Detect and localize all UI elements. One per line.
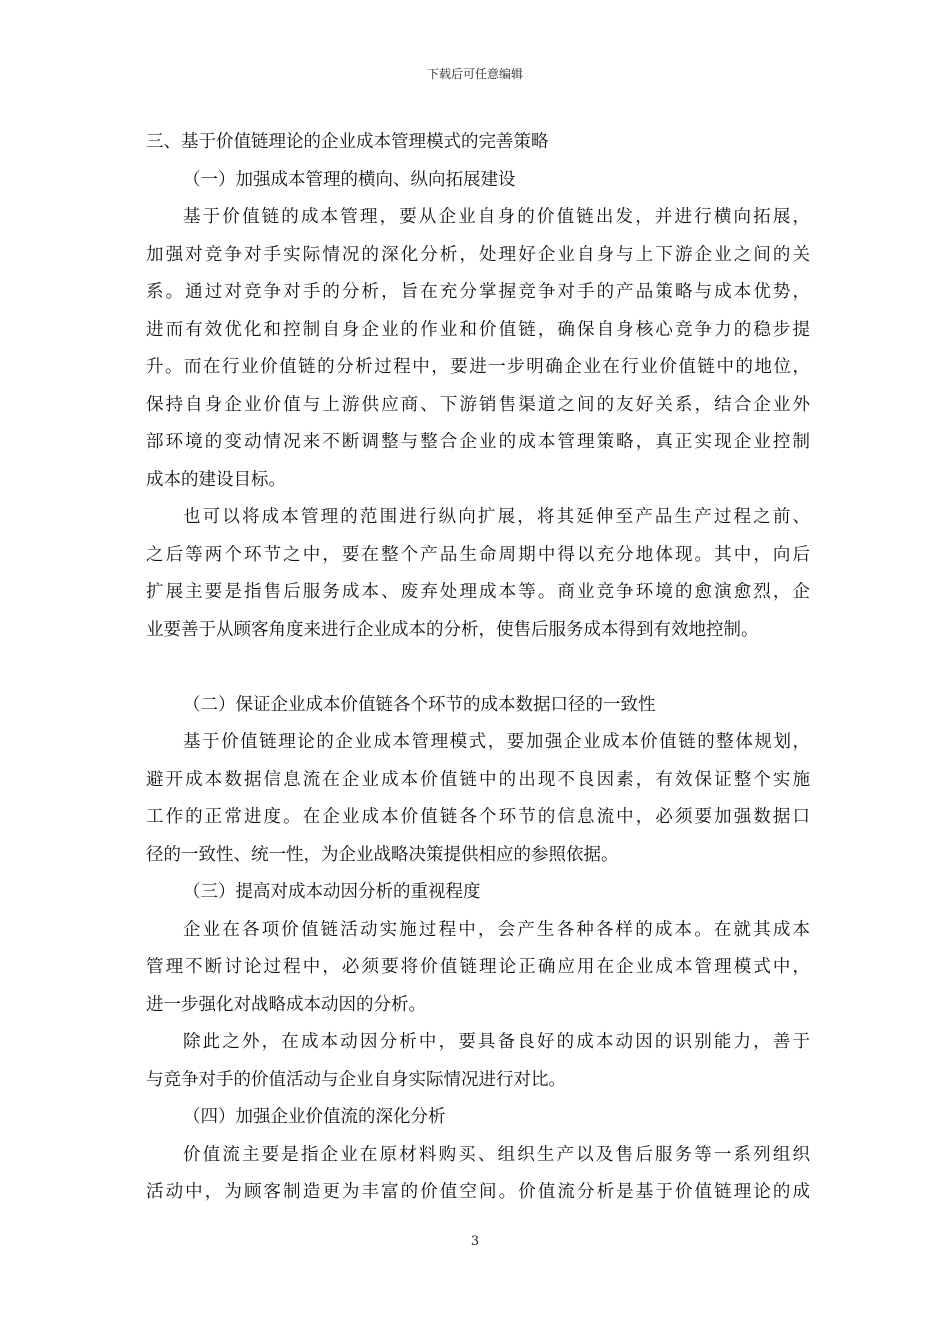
paragraph-line: 进一步强化对战略成本动因的分析。 [146,994,426,1015]
subsection-heading-4: （四）加强企业价值流的深化分析 [183,1107,446,1127]
paragraph-line: 保持自身企业价值与上游供应商、下游销售渠道之间的友好关系，结合企业外 [146,394,810,415]
paragraph-line: 基于价值链理论的企业成本管理模式，要加强企业成本价值链的整体规划， [183,732,810,752]
subsection-heading-3: （三）提高对成本动因分析的重视程度 [183,882,481,902]
paragraph-line: 避开成本数据信息流在企业成本价值链中的出现不良因素，有效保证整个实施 [146,769,810,790]
subsection-heading-1: （一）加强成本管理的横向、纵向拓展建设 [183,169,516,190]
paragraph-line: 成本的建设目标。 [146,469,286,490]
paragraph-line: 业要善于从顾客角度来进行企业成本的分析，使售后服务成本得到有效地控制。 [146,619,759,640]
paragraph-line: 基于价值链的成本管理，要从企业自身的价值链出发，并进行横向拓展， [183,207,810,227]
blank-line [146,649,810,687]
paragraph-line: 之后等两个环节之中，要在整个产品生命周期中得以充分地体现。其中，向后 [146,544,810,565]
paragraph-line: 活动中，为顾客制造更为丰富的价值空间。价值流分析是基于价值链理论的成 [146,1182,810,1202]
section-title: 三、基于价值链理论的企业成本管理模式的完善策略 [146,132,549,152]
paragraph-line: 工作的正常进度。在企业成本价值链各个环节的信息流中，必须要加强数据口 [146,807,810,827]
paragraph-line: 进而有效优化和控制自身企业的作业和价值链，确保自身核心竞争力的稳步提 [146,319,810,340]
page-number: 3 [470,1234,480,1249]
paragraph-line: 扩展主要是指售后服务成本、废弃处理成本等。商业竞争环境的愈演愈烈，企 [146,582,810,602]
paragraph-line: 也可以将成本管理的范围进行纵向扩展，将其延伸至产品生产过程之前、 [183,507,810,527]
paragraph-line: 与竞争对手的价值活动与企业自身实际情况进行对比。 [146,1069,566,1090]
paragraph-line: 径的一致性、统一性，为企业战略决策提供相应的参照依据。 [146,844,619,865]
page-header: 下载后可任意编辑 [426,67,523,81]
paragraph-line: 系。通过对竞争对手的分析，旨在充分掌握竞争对手的产品策略与成本优势， [146,282,810,302]
paragraph-line: 加强对竞争对手实际情况的深化分析，处理好企业自身与上下游企业之间的关 [146,244,810,265]
paragraph-line: 除此之外，在成本动因分析中，要具备良好的成本动因的识别能力，善于 [183,1032,810,1052]
paragraph-line: 价值流主要是指企业在原材料购买、组织生产以及售后服务等一系列组织 [183,1144,810,1165]
paragraph-line: 管理不断讨论过程中，必须要将价值链理论正确应用在企业成本管理模式中， [146,957,810,977]
subsection-heading-2: （二）保证企业成本价值链各个环节的成本数据口径的一致性 [183,694,656,715]
paragraph-line: 升。而在行业价值链的分析过程中，要进一步明确企业在行业价值链中的地位， [146,357,810,377]
paragraph-line: 企业在各项价值链活动实施过程中，会产生各种各样的成本。在就其成本 [183,919,810,940]
document-body [146,124,810,1212]
paragraph-line: 部环境的变动情况来不断调整与整合企业的成本管理策略，真正实现企业控制 [146,432,810,452]
